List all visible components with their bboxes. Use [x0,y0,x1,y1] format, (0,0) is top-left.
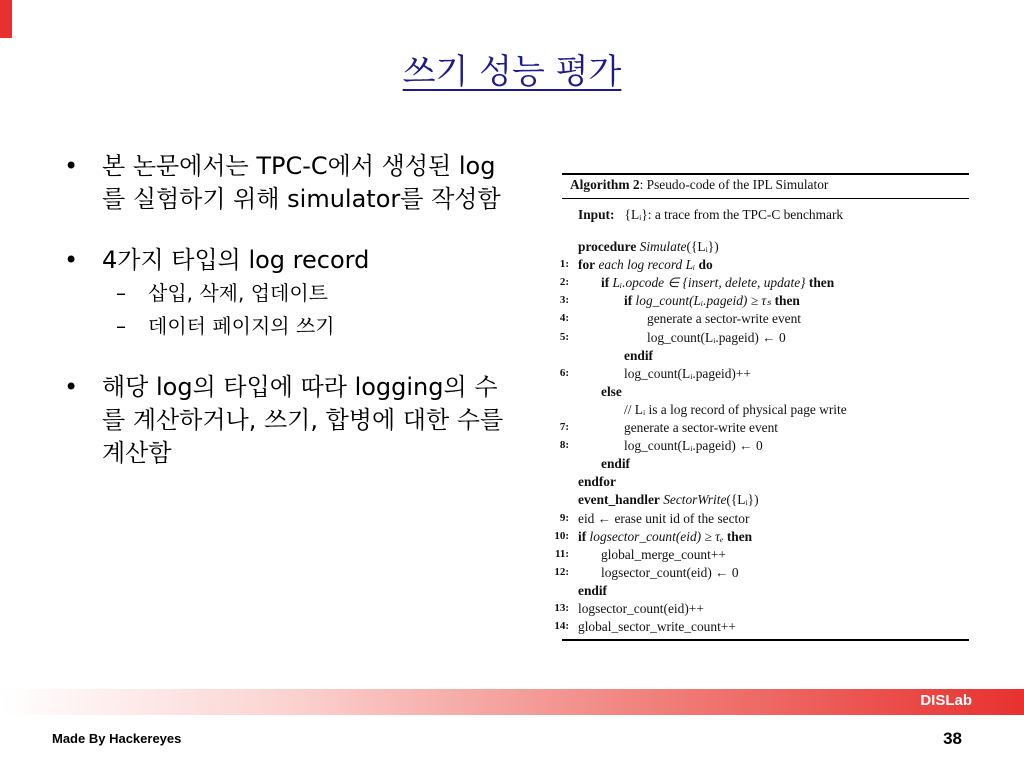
code-text: log_count(Lᵢ.pageid) ← 0 [647,329,786,345]
algorithm-line [553,510,969,527]
algorithm-line [553,437,969,454]
line-code [624,347,653,364]
keyword: if [624,293,633,309]
algorithm-line [553,546,969,563]
line-code [578,528,752,545]
code-italic: each log record Lᵢ [598,257,696,273]
code-text: generate a sector-write event [624,420,779,435]
line-code [624,437,763,454]
code-text: logsector_count(eid)++ [578,601,704,616]
bullet-marker: • [64,373,79,401]
code-italic: SectorWrite [663,492,727,508]
line-number: 8: [559,439,569,452]
algorithm-line [553,473,969,490]
sub-bullet-marker: – [116,281,126,305]
footer-brand: DISLab [920,692,972,709]
keyword: endif [601,456,631,472]
sub-bullet-item [102,310,514,343]
line-code [624,401,847,418]
algorithm-line [553,292,969,309]
line-code [601,455,630,472]
line-code [578,582,607,599]
line-code [578,473,616,490]
line-code [601,274,834,291]
sub-bullet-list [102,277,514,343]
line-code [624,292,800,309]
algorithm-line [553,347,969,364]
line-number: 12: [554,565,569,578]
bullet-list [64,150,514,498]
algorithm-box [553,173,969,641]
line-number: 4: [559,312,569,325]
line-code [624,419,778,436]
algorithm-top-rule [562,173,969,175]
keyword: endif [578,582,608,598]
algorithm-line [553,564,969,581]
algorithm-line [553,329,969,346]
line-code [647,310,801,327]
keyword: if [601,275,610,291]
bullet-marker: • [64,246,79,274]
keyword: procedure [578,239,637,254]
slide-title: 쓰기 성능 평가 [402,52,622,92]
line-code [578,510,749,527]
footer-gradient-bar [0,689,1024,715]
line-number: 13: [554,602,569,614]
bullet-text: 4가지 타입의 log record [102,246,370,274]
algorithm-line [553,582,969,599]
line-number: 7: [559,421,569,433]
algorithm-input [578,207,843,223]
code-text: log_count(Lᵢ.pageid) ← 0 [624,438,763,454]
line-number: 2: [559,276,569,289]
line-code [624,365,751,382]
bullet-text: 본 논문에서는 TPC-C에서 생성된 log를 실험하기 위해 simulator를 작성함 [102,152,501,213]
code-text: global_merge_count++ [601,546,726,562]
line-number: 1: [559,258,569,271]
bullet-item [64,244,514,343]
line-code [601,383,622,400]
sub-bullet-marker: – [116,314,126,338]
algorithm-line [553,491,969,508]
code-text: eid ← erase unit id of the sector [578,510,750,526]
code-text: global_sector_write_count++ [578,619,736,635]
line-code [578,600,704,617]
footer-made-by: Made By Hackereyes [52,731,182,746]
algorithm-line [553,419,969,436]
corner-accent-mark [0,0,12,38]
keyword: then [774,293,800,309]
code-tail: ({Lᵢ}) [726,492,759,508]
algorithm-line [553,383,969,400]
code-italic: Simulate [639,239,687,254]
keyword: endif [624,347,654,363]
line-code [647,329,786,346]
keyword: else [601,383,622,399]
algorithm-caption-rule [562,198,969,199]
keyword: then [726,528,753,544]
algorithm-line [553,365,969,382]
algorithm-line [553,401,969,418]
line-number: 6: [559,366,569,379]
algorithm-bottom-rule [562,639,969,641]
keyword: if [578,528,587,544]
algorithm-line [553,600,969,617]
line-code [578,256,713,273]
line-code [578,238,719,255]
code-tail: ({Lᵢ}) [686,239,719,254]
algorithm-caption-label: Algorithm 2 [570,177,640,192]
algorithm-caption [570,177,828,193]
keyword: then [808,275,835,291]
line-code [578,491,759,508]
code-italic: Lᵢ.opcode ∈ {insert, delete, update} [612,275,806,291]
bullet-marker: • [64,152,79,180]
algorithm-line [553,238,969,255]
algorithm-input-text: {Lᵢ}: a trace from the TPC-C benchmark [624,207,844,222]
algorithm-line [553,618,969,635]
algorithm-line [553,310,969,327]
algorithm-line [553,256,969,273]
sub-bullet-text: 삽입, 삭제, 업데이트 [148,281,328,305]
keyword: endfor [578,474,616,490]
algorithm-line [553,528,969,545]
bullet-item [64,150,514,216]
line-code [601,546,726,563]
code-text: logsector_count(eid) ← 0 [601,564,739,580]
code-italic: log_count(Lᵢ.pageid) ≥ τₛ [635,293,772,309]
algorithm-line [553,455,969,472]
code-text: generate a sector-write event [647,311,802,327]
line-code [578,618,736,635]
algorithm-caption-text: : Pseudo-code of the IPL Simulator [639,177,829,192]
line-number: 11: [554,547,569,560]
line-number: 14: [554,620,569,633]
code-text: log_count(Lᵢ.pageid)++ [624,365,751,381]
keyword: for [578,257,596,273]
line-number: 10: [554,529,569,542]
keyword: event_handler [578,492,660,508]
sub-bullet-item [102,277,514,310]
line-code [601,564,739,581]
algorithm-line [553,274,969,291]
page-number: 38 [943,729,962,748]
sub-bullet-text: 데이터 페이지의 쓰기 [148,314,335,338]
line-number: 5: [559,330,569,343]
code-text: // Lᵢ is a log record of physical page write [624,401,847,417]
bullet-item [64,371,514,470]
code-italic: logsector_count(eid) ≥ τₑ [589,528,724,544]
line-number: 3: [559,294,569,307]
bullet-text: 해당 log의 타입에 따라 logging의 수를 계산하거나, 쓰기, 합병에 대한 수를 계산함 [102,373,504,467]
line-number: 9: [559,511,569,524]
keyword: do [698,257,713,273]
algorithm-input-label: Input: [578,207,615,222]
